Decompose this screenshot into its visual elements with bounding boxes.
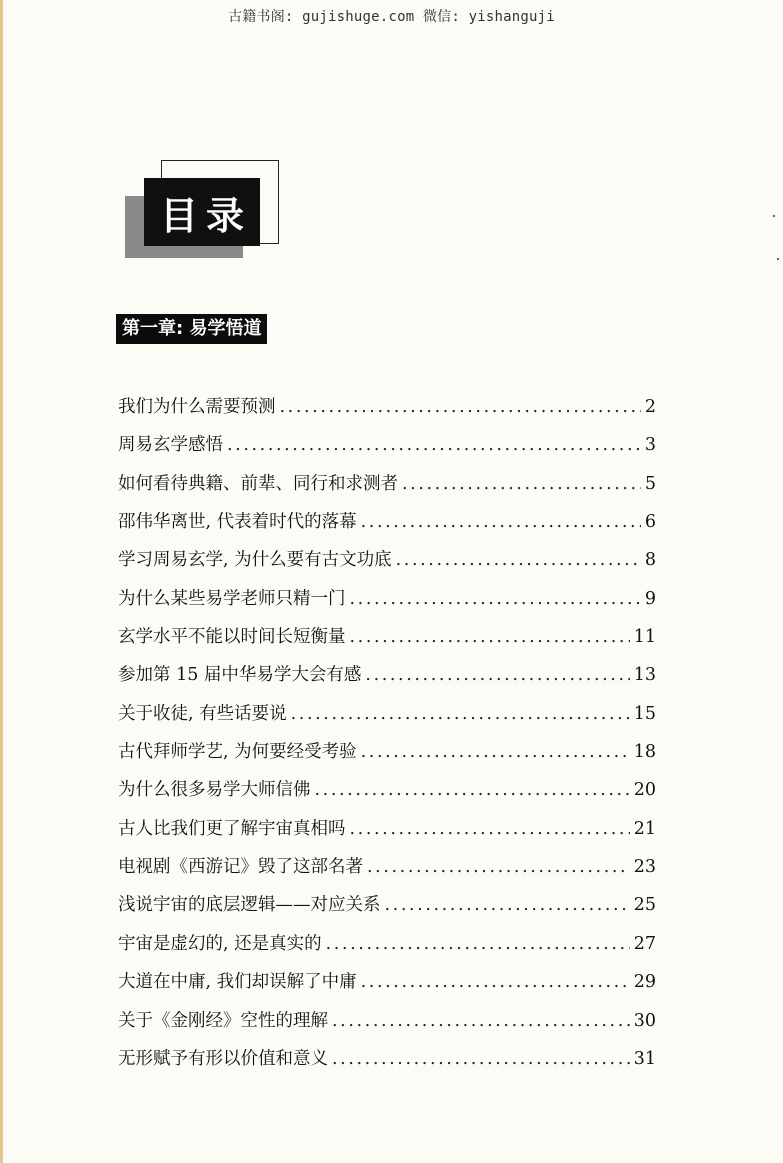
toc-entry[interactable] [118,507,656,545]
toc-entry-page: 27 [633,933,656,954]
toc-entry-page: 8 [644,550,656,571]
toc-entry-title: 古人比我们更了解宇宙真相吗 [118,818,346,839]
toc-entry-title: 玄学水平不能以时间长短衡量 [118,627,346,648]
toc-entry[interactable] [118,814,656,852]
toc-entry-page: 6 [644,512,656,533]
toc-entry-title: 如何看待典籍、前辈、同行和求测者 [118,473,398,494]
page-edge [0,0,3,1163]
toc-entry-title: 参加第 15 届中华易学大会有感 [118,665,362,686]
toc-leader-dots [350,584,641,614]
toc-leader-dots [402,469,641,499]
toc-entry[interactable] [118,545,656,583]
toc-entry-page: 31 [633,1048,656,1069]
toc-leader-dots [361,507,641,537]
toc-entry-title: 电视剧《西游记》毁了这部名著 [118,857,363,878]
toc-entry-title: 大道在中庸, 我们却误解了中庸 [118,972,357,993]
toc-entry-page: 13 [633,665,656,686]
toc-entry[interactable] [118,622,656,660]
toc-entry[interactable] [118,775,656,813]
toc-entry-title: 学习周易玄学, 为什么要有古文功底 [118,550,392,571]
toc-entry-page: 30 [633,1010,656,1031]
toc-leader-dots [315,775,630,805]
toc-entry-page: 29 [633,972,656,993]
toc-entry-title: 无形赋予有形以价值和意义 [118,1048,328,1069]
toc-leader-dots [385,890,630,920]
toc-entry-page: 25 [633,895,656,916]
toc-leader-dots [396,545,641,575]
toc-leader-dots [365,660,629,690]
toc-entry-page: 11 [633,627,656,648]
toc-leader-dots [227,430,641,460]
chapter-heading: 第一章: 易学悟道 [116,314,267,344]
toc-entry-page: 3 [644,435,656,456]
toc-entry[interactable] [118,430,656,468]
toc-entry[interactable] [118,660,656,698]
scan-speck [773,215,775,217]
toc-leader-dots [332,1006,630,1036]
scan-speck [777,258,779,260]
toc-entry-title: 关于收徒, 有些话要说 [118,703,287,724]
toc-entry-title: 浅说宇宙的底层逻辑——对应关系 [118,895,381,916]
toc-entry[interactable] [118,890,656,928]
toc-entry-title: 古代拜师学艺, 为何要经受考验 [118,742,357,763]
toc-entry[interactable] [118,584,656,622]
toc-entry-page: 23 [633,857,656,878]
toc-entry[interactable] [118,852,656,890]
toc-entry-page: 21 [633,818,656,839]
toc-entry-page: 20 [633,780,656,801]
toc-leader-dots [350,814,630,844]
toc-entry[interactable] [118,392,656,430]
toc-entry-page: 5 [644,473,656,494]
toc-leader-dots [326,929,630,959]
toc-entry[interactable] [118,699,656,737]
toc-entry-title: 为什么很多易学大师信佛 [118,780,311,801]
toc-entry-page: 15 [633,703,656,724]
toc-entry[interactable] [118,929,656,967]
toc-leader-dots [367,852,630,882]
toc-entry-title: 邵伟华离世, 代表着时代的落幕 [118,512,357,533]
toc-leader-dots [361,737,630,767]
toc-leader-dots [350,622,630,652]
toc-entry[interactable] [118,737,656,775]
toc-entry-title: 关于《金刚经》空性的理解 [118,1010,328,1031]
title-box [144,178,260,246]
toc-entry-title: 周易玄学感悟 [118,435,223,456]
toc-leader-dots [291,699,630,729]
watermark-header: 古籍书阁: gujishuge.com 微信: yishanguji [228,9,555,25]
toc-entry-page: 2 [644,397,656,417]
toc-entry[interactable] [118,1044,656,1082]
toc-entry-page: 18 [633,742,656,763]
toc-title-block [125,158,285,262]
toc-entry[interactable] [118,1006,656,1044]
toc-entry[interactable] [118,967,656,1005]
toc-leader-dots [280,392,641,422]
toc-leader-dots [361,967,630,997]
toc-list [118,392,656,1082]
toc-entry-page: 9 [644,588,656,609]
toc-leader-dots [332,1044,630,1074]
toc-entry[interactable] [118,469,656,507]
page-title: 目录 [159,193,252,238]
toc-entry-title: 为什么某些易学老师只精一门 [118,588,346,609]
toc-entry-title: 宇宙是虚幻的, 还是真实的 [118,933,322,954]
toc-entry-title: 我们为什么需要预测 [118,397,276,417]
